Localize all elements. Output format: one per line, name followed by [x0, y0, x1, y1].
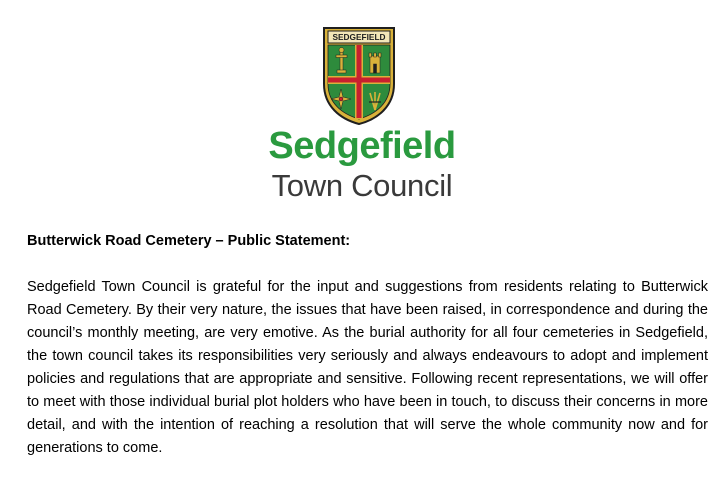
- brand-name: Sedgefield: [268, 125, 456, 167]
- sedgefield-crest-logo: [322, 26, 396, 126]
- crest-cross-horizontal: [328, 78, 390, 83]
- crest-tower-icon: [369, 53, 381, 73]
- statement-paragraph: Sedgefield Town Council is grateful for the input and suggestions from residents relating to Butterwick Road Cemetery. By their very nature, the issues that have been raised, in correspondence and during the council’s monthly meeting, are very emotive. As the burial authority for all four cemeteries in Sedgefield, the town council takes its responsibilities very seriously and always endeavours to adopt and implement policies and regulations that are appropriate and sensitive. Following recent representations, we will offer to meet with those individual burial plot holders who have been in touch, to discuss their concerns in more detail, and with the intention of reaching a resolution that will serve the whole community now and for generations to come.: [27, 279, 708, 456]
- statement-heading: Butterwick Road Cemetery – Public Statement:: [27, 233, 351, 249]
- brand-wordmark: [240, 124, 484, 204]
- crest-banner-text: SEDGEFIELD: [332, 32, 386, 43]
- brand-subtitle: Town Council: [271, 168, 453, 203]
